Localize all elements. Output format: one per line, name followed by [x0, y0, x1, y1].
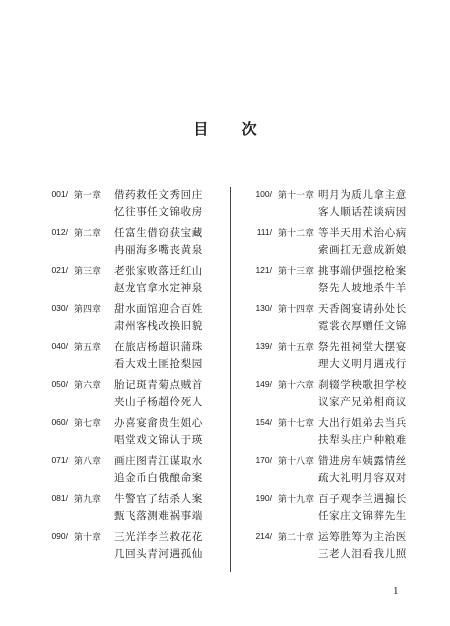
toc-title-line-1: 牛警官了结杀人案 — [114, 493, 203, 505]
toc-entry[interactable] — [34, 415, 220, 453]
toc-entry[interactable] — [34, 263, 220, 301]
toc-chapter-number: 第二十章 — [278, 533, 315, 543]
toc-page-ref: 121/ — [255, 265, 272, 275]
column-divider — [230, 187, 231, 572]
toc-chapter-number: 第八章 — [74, 457, 102, 467]
toc-entry[interactable] — [34, 377, 220, 415]
toc-chapter-number: 第十三章 — [278, 267, 315, 277]
toc-chapter-number: 第十二章 — [278, 229, 315, 239]
toc-page-ref: 100/ — [255, 189, 272, 199]
toc-page-ref: 012/ — [51, 227, 68, 237]
toc-title-line-2: 祭先人坡地杀牛羊 — [318, 282, 407, 294]
toc-entry[interactable] — [238, 491, 424, 529]
page-number: 1 — [393, 585, 399, 597]
toc-title-line-1: 办喜宴畲贵生姐心 — [114, 417, 203, 429]
toc-title-line-1: 刹辍学秧歌担学校 — [318, 379, 407, 391]
toc-page-ref: 090/ — [51, 531, 68, 541]
toc-entry[interactable] — [238, 453, 424, 491]
toc-title-line-2: 疏大礼明月容双对 — [318, 472, 407, 484]
toc-title-line-2: 几回头青河遇孤仙 — [114, 548, 203, 560]
table-of-contents — [34, 187, 424, 572]
toc-chapter-number: 第十九章 — [278, 495, 315, 505]
toc-page-ref: 130/ — [255, 303, 272, 313]
toc-chapter-number: 第一章 — [74, 191, 102, 201]
toc-page-ref: 071/ — [51, 455, 68, 465]
toc-title-line-2: 三老人泪看我儿照 — [318, 548, 407, 560]
toc-title-line-1: 大出行姐弟去当兵 — [318, 417, 407, 429]
toc-page-ref: 154/ — [255, 417, 272, 427]
toc-entry[interactable] — [238, 339, 424, 377]
toc-entry[interactable] — [238, 263, 424, 301]
toc-entry[interactable] — [34, 339, 220, 377]
toc-title-line-2: 追金币白俄酿命案 — [114, 472, 203, 484]
toc-title-line-1: 挑事端伊强挖枪案 — [318, 265, 407, 277]
toc-title-line-1: 百子观李兰遇搧长 — [318, 493, 407, 505]
toc-title-line-2: 肃州客栈改换旧貌 — [114, 320, 203, 332]
toc-title-line-2: 理大义明月遇戎行 — [318, 358, 407, 370]
toc-chapter-number: 第五章 — [74, 343, 102, 353]
toc-chapter-number: 第三章 — [74, 267, 102, 277]
toc-entry[interactable] — [34, 225, 220, 263]
toc-page-ref: 214/ — [255, 531, 272, 541]
toc-title-line-2: 夹山子杨超伶死人 — [114, 396, 203, 408]
toc-title-line-1: 错进房车姨露情丝 — [318, 455, 407, 467]
toc-title-line-2: 冉丽海多嘴丧黄泉 — [114, 244, 203, 256]
toc-right-column — [238, 187, 424, 567]
toc-title-line-2: 任家庄文锦葬先生 — [318, 510, 407, 522]
toc-page-ref: 139/ — [255, 341, 272, 351]
toc-title-line-2: 霓裳衣厚赠任文锦 — [318, 320, 407, 332]
page-title: 目 次 — [193, 120, 271, 138]
toc-title-line-1: 在旅店杨超识蒲珠 — [114, 341, 203, 353]
toc-title-line-1: 老张家败落迁红山 — [114, 265, 203, 277]
toc-title-line-1: 运筹胜筹为主治医 — [318, 531, 407, 543]
toc-entry[interactable] — [34, 491, 220, 529]
toc-entry[interactable] — [34, 187, 220, 225]
toc-title-line-2: 唱堂戏文锦认于瑛 — [114, 434, 203, 446]
toc-page-ref: 170/ — [255, 455, 272, 465]
toc-entry[interactable] — [238, 377, 424, 415]
toc-title-line-2: 看大戏土匪抢梨园 — [114, 358, 203, 370]
toc-title-line-1: 等半天用术治心病 — [318, 227, 407, 239]
toc-chapter-number: 第十四章 — [278, 305, 315, 315]
toc-page-ref: 149/ — [255, 379, 272, 389]
toc-title-line-1: 甜水面馆迎合百姓 — [114, 303, 203, 315]
toc-title-line-2: 客人顺话茬谈病因 — [318, 206, 407, 218]
toc-page-ref: 081/ — [51, 493, 68, 503]
toc-chapter-number: 第十五章 — [278, 343, 315, 353]
toc-entry[interactable] — [238, 225, 424, 263]
toc-title-line-1: 明月为质儿拿主意 — [318, 189, 407, 201]
toc-title-line-1: 天香阁宴请孙处长 — [318, 303, 407, 315]
toc-chapter-number: 第十八章 — [278, 457, 315, 467]
toc-entry[interactable] — [34, 529, 220, 567]
toc-chapter-number: 第十六章 — [278, 381, 315, 391]
toc-page-ref: 190/ — [255, 493, 272, 503]
toc-title-line-1: 胎记斑青菊点贼首 — [114, 379, 203, 391]
toc-chapter-number: 第六章 — [74, 381, 102, 391]
toc-entry[interactable] — [34, 453, 220, 491]
toc-page-ref: 021/ — [51, 265, 68, 275]
toc-chapter-number: 第十一章 — [278, 191, 315, 201]
toc-chapter-number: 第九章 — [74, 495, 102, 505]
toc-page-ref: 111/ — [256, 227, 272, 237]
toc-chapter-number: 第十七章 — [278, 419, 315, 429]
toc-title-line-1: 任富生借窃获宝藏 — [114, 227, 203, 239]
toc-entry[interactable] — [34, 301, 220, 339]
toc-entry[interactable] — [238, 415, 424, 453]
toc-page-ref: 001/ — [51, 189, 68, 199]
toc-left-column — [34, 187, 220, 567]
toc-title-line-2: 索画扛无意成新娘 — [318, 244, 407, 256]
toc-chapter-number: 第十章 — [74, 533, 102, 543]
toc-title-line-1: 画庄图青江谋取水 — [114, 455, 203, 467]
toc-page-ref: 060/ — [51, 417, 68, 427]
toc-title-line-1: 祭先祖祠堂大摆宴 — [318, 341, 407, 353]
toc-page-ref: 030/ — [51, 303, 68, 313]
toc-entry[interactable] — [238, 529, 424, 567]
toc-title-line-2: 忆往事任文锦收房 — [114, 206, 203, 218]
toc-entry[interactable] — [238, 301, 424, 339]
toc-chapter-number: 第四章 — [74, 305, 102, 315]
toc-title-line-1: 借药救任文秀回庄 — [114, 189, 203, 201]
toc-page-ref: 040/ — [51, 341, 68, 351]
toc-chapter-number: 第七章 — [74, 419, 102, 429]
toc-page-ref: 050/ — [51, 379, 68, 389]
toc-title-line-1: 三光洋李兰救花花 — [114, 531, 203, 543]
toc-title-line-2: 赵龙官拿水定神泉 — [114, 282, 203, 294]
toc-title-line-2: 议家产兄弟相商议 — [318, 396, 407, 408]
toc-chapter-number: 第二章 — [74, 229, 102, 239]
toc-title-line-2: 扶犁头庄户种粮难 — [318, 434, 407, 446]
toc-title-line-2: 甄飞落测难祸事端 — [114, 510, 203, 522]
toc-entry[interactable] — [238, 187, 424, 225]
